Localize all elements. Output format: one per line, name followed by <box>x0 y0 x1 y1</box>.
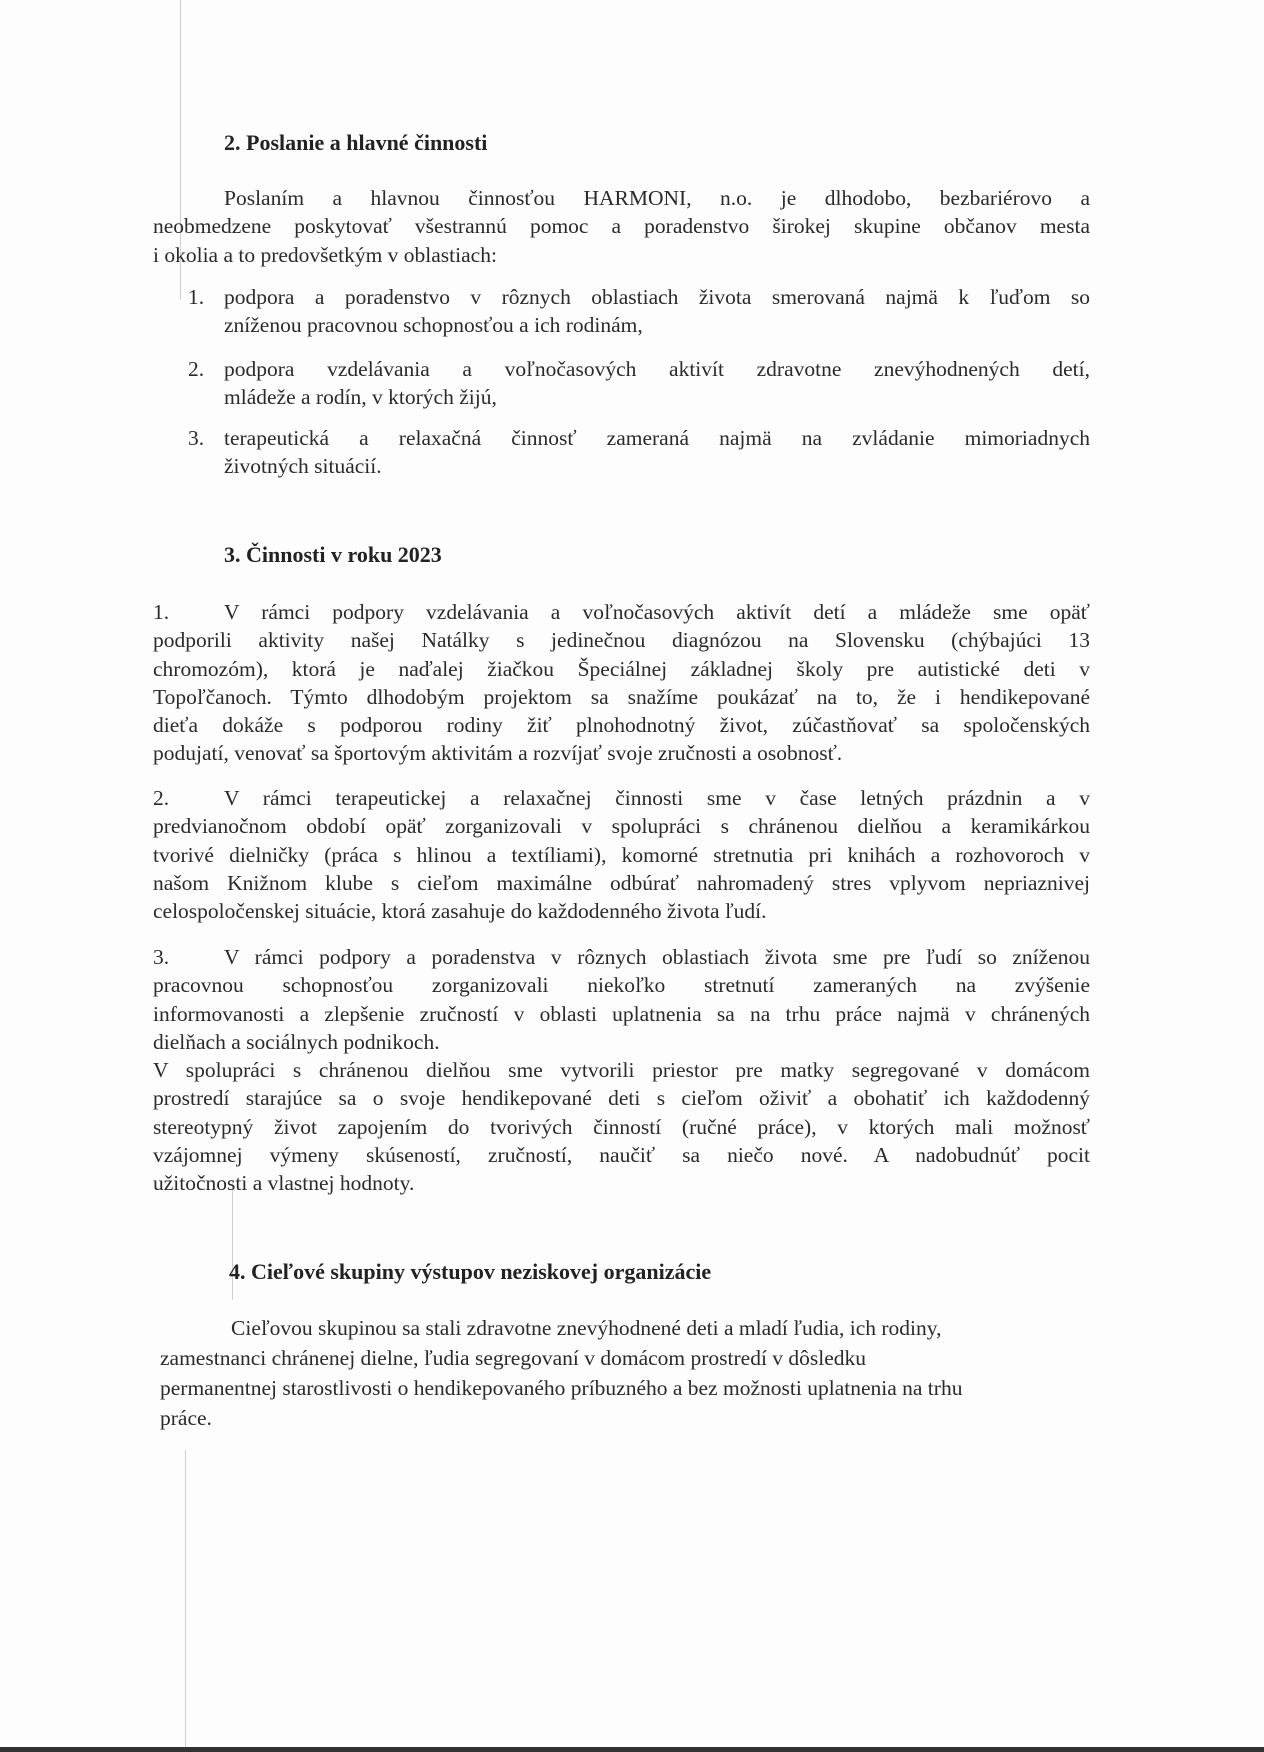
section-2-list-item <box>188 355 1090 412</box>
text-line: Poslaním a hlavnou činnosťou HARMONI, n.o. je dlhodobo, bezbariérovo a <box>224 186 1090 210</box>
section-2-list-item <box>188 283 1090 340</box>
text-line: podporili aktivity našej Natálky s jedinečnou diagnózou na Slovensku (chýbajúci 13 <box>153 628 1090 653</box>
activity-item <box>153 784 1090 925</box>
text-line: i okolia a to predovšetkým v oblastiach: <box>153 242 497 267</box>
section-2-list-item <box>188 424 1090 481</box>
text-line: práce. <box>160 1406 212 1430</box>
text-line: tvorivé dielničky (práca s hlinou a textíliami), komorné stretnutia pri knihách a rozhovoroch v <box>153 842 1090 867</box>
activity-item <box>153 598 1090 768</box>
text-line: predvianočnom období opäť zorganizovali v spolupráci s chránenou dielňou a keramikárkou <box>153 814 1090 839</box>
section-4-paragraph <box>160 1313 1100 1433</box>
item-number: 1. <box>188 285 205 309</box>
text-line: V spolupráci s chránenou dielňou sme vytvorili priestor pre matky segregované v domácom <box>153 1058 1090 1082</box>
text-line: mládeže a rodín, v ktorých žijú, <box>224 385 497 410</box>
section-2-intro <box>153 184 1090 269</box>
item-number: 3. <box>153 945 170 969</box>
text-line: životných situácií. <box>224 454 382 479</box>
text-line: našom Knižnom klube s cieľom maximálne odbúrať nahromadený stres vplyvom nepriaznivej <box>153 870 1090 895</box>
activity-item-continuation <box>153 1056 1090 1197</box>
item-number: 1. <box>153 600 170 624</box>
item-number: 2. <box>153 786 170 810</box>
text-line: V rámci podpory a poradenstva v rôznych oblastiach života sme pre ľudí so zníženou <box>224 945 1090 969</box>
text-line: permanentnej starostlivosti o hendikepovaného príbuzného a bez možnosti uplatnenia na trhu <box>160 1376 963 1400</box>
text-line: podpora vzdelávania a voľnočasových aktivít zdravotne znevýhodnených detí, <box>224 357 1090 381</box>
text-line: pracovnou schopnosťou zorganizovali niekoľko stretnutí zameraných na zvýšenie <box>153 973 1090 998</box>
text-line: V rámci terapeutickej a relaxačnej činnosti sme v čase letných prázdnin a v <box>224 786 1090 810</box>
text-line: dieťa dokáže s podporou rodiny žiť plnohodnotný život, zúčastňovať sa spoločenských <box>153 713 1090 738</box>
text-line: neobmedzene poskytovať všestrannú pomoc a poradenstvo širokej skupine občanov mesta <box>153 214 1090 239</box>
text-line: dielňach a sociálnych podnikoch. <box>153 1029 440 1054</box>
scan-bottom-edge <box>0 1747 1264 1752</box>
item-number: 2. <box>188 357 205 381</box>
text-line: zamestnanci chránenej dielne, ľudia segregovaní v domácom prostredí v dôsledku <box>160 1346 867 1370</box>
text-line: podpora a poradenstvo v rôznych oblastiach života smerovaná najmä k ľuďom so <box>224 285 1090 309</box>
text-line: podujatí, venovať sa športovým aktivitám a rozvíjať svoje zručnosti a osobnosť. <box>153 741 843 766</box>
scan-artifact <box>185 1450 186 1750</box>
text-line: zníženou pracovnou schopnosťou a ich rodinám, <box>224 313 643 338</box>
text-line: V rámci podpory vzdelávania a voľnočasových aktivít detí a mládeže sme opäť <box>224 600 1090 624</box>
text-line: vzájomnej výmeny skúseností, zručností, naučiť sa niečo nové. A nadobudnúť pocit <box>153 1142 1090 1167</box>
text-line: terapeutická a relaxačná činnosť zameraná najmä na zvládanie mimoriadnych <box>224 426 1090 450</box>
text-line: Topoľčanoch. Týmto dlhodobým projektom sa snažíme poukázať na to, že i hendikepované <box>153 684 1090 709</box>
text-line: stereotypný život zapojením do tvorivých činností (ručné práce), v ktorých mali možnosť <box>153 1114 1090 1139</box>
text-line: užitočnosti a vlastnej hodnoty. <box>153 1171 415 1196</box>
text-line: celospoločenskej situácie, ktorá zasahuje do každodenného života ľudí. <box>153 899 767 924</box>
item-number: 3. <box>188 426 205 450</box>
section-3-heading: 3. Činnosti v roku 2023 <box>224 542 442 567</box>
section-4-heading: 4. Cieľové skupiny výstupov neziskovej organizácie <box>229 1259 712 1284</box>
text-line: chromozóm), ktorá je naďalej žiačkou Špeciálnej základnej školy pre autistické deti v <box>153 656 1090 681</box>
text-line: Cieľovou skupinou sa stali zdravotne znevýhodnené deti a mladí ľudia, ich rodiny, <box>231 1316 942 1340</box>
section-2-heading: 2. Poslanie a hlavné činnosti <box>224 130 488 155</box>
text-line: informovanosti a zlepšenie zručností v oblasti uplatnenia sa na trhu práce najmä v chránených <box>153 1001 1090 1026</box>
activity-item <box>153 943 1090 1056</box>
text-line: prostredí starajúce sa o svoje hendikepované deti s cieľom oživiť a obohatiť ich každodenný <box>153 1086 1090 1111</box>
